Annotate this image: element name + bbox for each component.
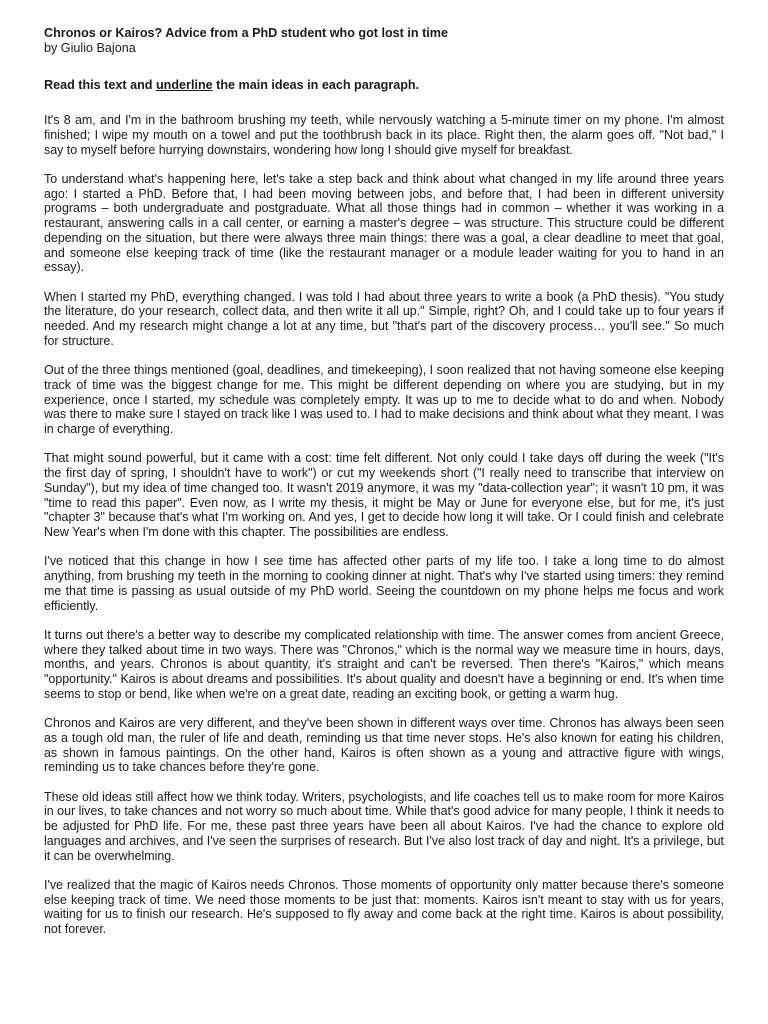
instruction-underlined-word: underline (155, 78, 213, 92)
paragraph-3: When I started my PhD, everything changed. I was told I had about three years to write a book (a PhD thesis). "You study the literature, do your research, collect data, and then write it all up." Simple, right? Oh, and I could take up to four years if needed. And my research might change a lot at any time, but "that's part of the discovery process… you'll see." So much for structure. (44, 289, 724, 348)
author-byline: by Giulio Bajona (44, 41, 136, 55)
article-body (44, 113, 724, 937)
paragraph-1: It's 8 am, and I'm in the bathroom brushing my teeth, while nervously watching a 5-minute timer on my phone. I'm almost finished; I wipe my mouth on a towel and put the toothbrush back in its place. Right then, the alarm goes off. "Not bad," I say to myself before hurrying downstairs, wondering how long I should give myself for breakfast. (44, 113, 724, 157)
paragraph-2: To understand what's happening here, let's take a step back and think about what changed in my life around three years ago: I started a PhD. Before that, I had been moving between jobs, and before that, I had been in different university programs – both undergraduate and postgraduate. What all those things had in common – whether it was working in a restaurant, answering calls in a call center, or earning a master's degree – was structure. This structure could be different depending on the situation, but there were always three main things: there was a goal, a clear deadline to meet that goal, and someone else keeping track of time (like the restaurant manager or a module leader waiting for you to hand in an essay). (44, 171, 724, 275)
paragraph-6: I've noticed that this change in how I see time has affected other parts of my life too. I take a long time to do almost anything, from brushing my teeth in the morning to cooking dinner at night. That's why I've started using timers: they remind me that time is passing as usual outside of my PhD world. Seeing the countdown on my phone helps me focus and work efficiently. (44, 554, 724, 613)
paragraph-10: I've realized that the magic of Kairos needs Chronos. Those moments of opportunity only matter because there's someone else keeping track of time. We need those moments to be just that: moments. Kairos isn't meant to stay with us for years, waiting for us to finish our research. He's supposed to fly away and come back at the right time. Kairos is about possibility, not forever. (44, 877, 724, 936)
paragraph-5: That might sound powerful, but it came with a cost: time felt different. Not only could I take days off during the week ("It's the first day of spring, I shouldn't have to work") or cut my weekends short ("I really need to transcribe that interview on Sunday"), but my idea of time changed too. It wasn't 2019 anymore, it was my "data-collection year"; it wasn't 10 pm, it was "time to read this paper". Even now, as I write my thesis, it might be May or June for everyone else, but for me, it's just "chapter 3" because that's what I'm working on. And yes, I get to decide how long it will take. Or I could finish and celebrate New Year's when I'm done with this chapter. The possibilities are endless. (44, 451, 724, 539)
instruction-text-before: Read this text and (44, 78, 156, 92)
instruction-text-after: the main ideas in each paragraph. (212, 78, 420, 92)
article-title: Chronos or Kairos? Advice from a PhD student who got lost in time (44, 26, 448, 40)
paragraph-8: Chronos and Kairos are very different, and they've been shown in different ways over time. Chronos has always been seen as a tough old man, the ruler of life and death, reminding us that time never stops. He's also known for eating his children, as shown in famous paintings. On the other hand, Kairos is often shown as a young and attractive figure with wings, reminding us to take chances before they're gone. (44, 716, 724, 775)
paragraph-9: These old ideas still affect how we think today. Writers, psychologists, and life coaches tell us to make room for more Kairos in our lives, to take chances and not worry so much about time. While that's good advice for many people, I think it needs to be adjusted for PhD life. For me, these past three years have been all about Kairos. I've had the chance to explore old languages and archives, and I've seen the surprises of research. But I've also lost track of day and night. It's a privilege, but it can be overwhelming. (44, 789, 724, 863)
paragraph-4: Out of the three things mentioned (goal, deadlines, and timekeeping), I soon realized that not having someone else keeping track of time was the biggest change for me. This might be different depending on where you are studying, but in my experience, once I started, my schedule was completely empty. It was up to me to decide what to do and when. Nobody was there to make sure I stayed on track like I was used to. I had to make decisions and think about what they meant. I was in charge of everything. (44, 363, 724, 436)
instruction-line (44, 78, 724, 93)
paragraph-7: It turns out there's a better way to describe my complicated relationship with time. The answer comes from ancient Greece, where they talked about time in two ways. There was "Chronos," which is the normal way we measure time in hours, days, months, and years. Chronos is about quantity, it's straight and can't be reversed. Then there's "Kairos," which means "opportunity." Kairos is about dreams and possibilities. It's about quality and doesn't have a beginning or end. It's when time seems to stop or bend, like when we're on a great date, reading an exciting book, or getting a warm hug. (44, 627, 724, 701)
